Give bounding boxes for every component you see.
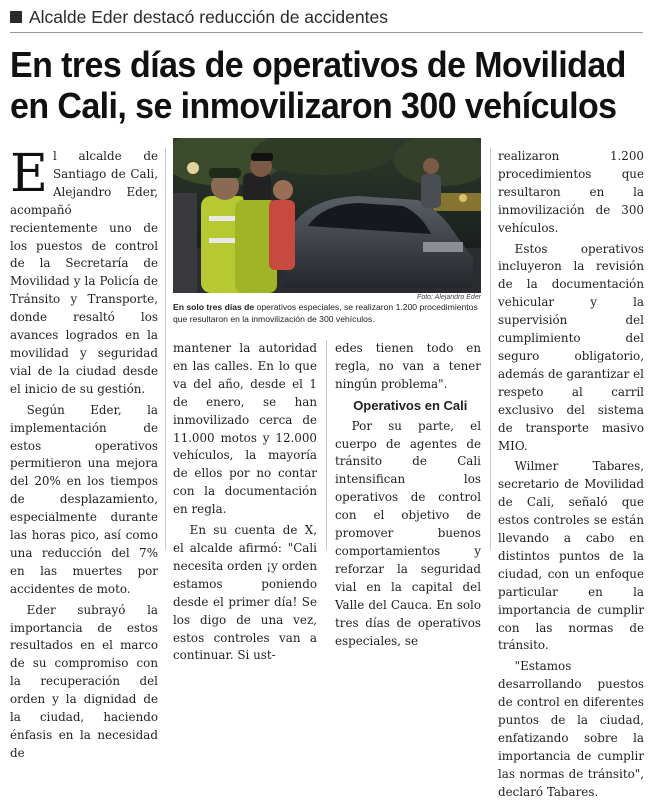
paragraph-3: Eder subrayó la importancia de estos resultados en el marco de su compromiso con la recuperación del orden y la dignidad de la ciudad, haciendo énfasis en la necesidad de (10, 602, 158, 760)
photo-caption (173, 302, 483, 325)
subhead-operativos: Operativos en Cali (353, 397, 468, 413)
paragraph-1: El alcalde de Santiago de Cali, Alejandro Eder, acompañó recientemente uno de los puestos de control de la Secretaría de Movilidad y la Policía de Tránsito y Transporte, donde resaltó los avances logrados en la movilidad y seguridad vial de la ciudad desde el inicio de su gestión. (10, 144, 158, 396)
column-2 (173, 340, 317, 663)
headline-line-1: En tres días de operativos de Movilidad (10, 44, 626, 85)
col4-paragraph-2: Estos operativos incluyeron la revisión de la documentación vehicular y la supervisión del cumplimiento del seguro obligatorio, además de garantizar el respeto al carril exclusivo del sistema de transporte masivo MIO. (498, 241, 644, 453)
caption-bold: En solo tres días de (173, 302, 255, 312)
col4-paragraph-3: Wilmer Tabares, secretario de Movilidad de Cali, señaló que estos controles se están llevando a cabo en distintos puntos de la ciudad, con un enfoque particular en la importancia de cumplir con las normas de tránsito. (498, 459, 644, 653)
article-photo (173, 138, 481, 293)
column-separator (326, 340, 327, 550)
section-kicker (10, 7, 643, 27)
column-separator (490, 148, 491, 550)
column-4 (498, 148, 644, 799)
kicker-text: Alcalde Eder destacó reducción de accidentes (29, 6, 388, 27)
headline-line-2: en Cali, se inmovilizaron 300 vehículos (10, 85, 617, 126)
caption-text: operativos especiales, se realizaron 1.200 procedimientos que resultaron en la inmovilización de 300 vehículos. (173, 302, 478, 324)
col2-paragraph-2: En su cuenta de X, el alcalde afirmó: "Cali necesita orden ¡y orden estamos poniendo desde el primer día! Se los digo de una vez, estos controles van a continuar. Si ust- (173, 523, 317, 663)
col4-paragraph-1: realizaron 1.200 procedimientos que resultaron en la inmovilización de 300 vehículos. (498, 149, 644, 235)
kicker-square-icon (10, 11, 22, 23)
col4-paragraph-4: "Estamos desarrollando puestos de control en diferentes puntos de la ciudad, enfatizando sobre la importancia de cumplir las normas de tránsito", declaró Tabares. (498, 659, 644, 799)
col3-paragraph-1: edes tienen todo en regla, no van a tener ningún problema". (335, 341, 481, 391)
col2-paragraph-1: mantener la autoridad en las calles. En lo que va del año, desde el 1 de enero, se han inmovilizado cerca de 11.000 motos y 12.000 vehículos, la mayoría de ellos por no contar con la documentación en regla. (173, 341, 317, 517)
col3-paragraph-2: Por su parte, el cuerpo de agentes de tránsito de Cali intensifican los operativos de control con el objetivo de promover buenos comportamientos y reforzar la seguridad vial en la capital del Valle del Cauca. En solo tres días de operativos especiales, se (335, 418, 481, 648)
column-separator (165, 148, 166, 550)
photo-credit: Foto: Alejandro Eder (417, 294, 481, 301)
photo-illustration (173, 138, 481, 293)
top-rule (10, 32, 643, 33)
column-3 (335, 340, 481, 648)
dropcap: E (10, 144, 48, 204)
paragraph-2: Según Eder, la implementación de estos operativos permitieron una mejora del 20% en los tiempos de desplazamiento, especialmente durante las horas pico, así como una reducción del 7% en las muertes por accidentes de moto. (10, 402, 158, 596)
column-1 (10, 144, 158, 760)
headline (10, 44, 626, 126)
